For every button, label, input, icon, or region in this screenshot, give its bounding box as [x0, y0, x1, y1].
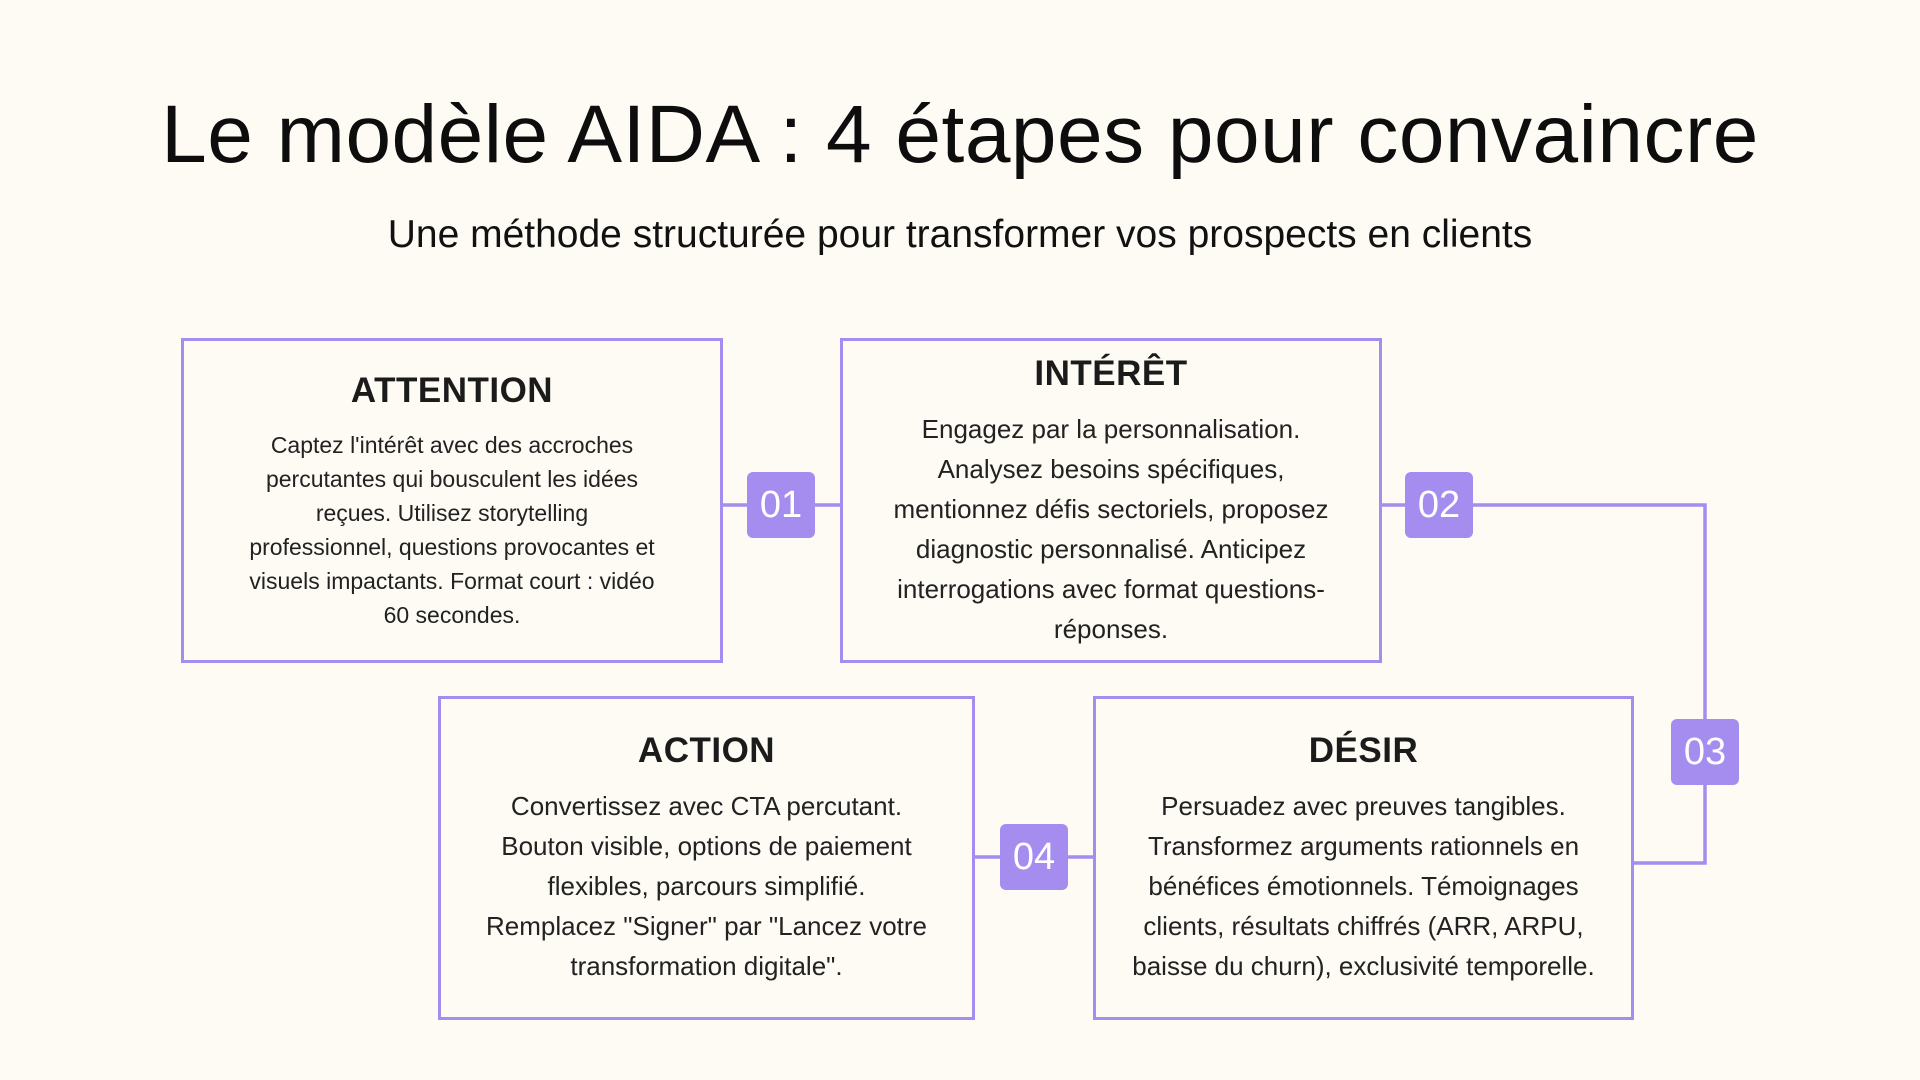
step-title-interet: INTÉRÊT: [1034, 353, 1188, 393]
step-badge-04: 04: [1000, 824, 1068, 890]
step-badge-02: 02: [1405, 472, 1473, 538]
step-card-action: [438, 696, 975, 1020]
page-title: Le modèle AIDA : 4 étapes pour convaincre: [161, 89, 1759, 180]
step-description-interet: Engagez par la personnalisation. Analysez besoins spécifiques, mentionnez défis sectoriels, proposez diagnostic personnalisé. Anticipez interrogations avec format questions-réponses.: [893, 413, 1329, 644]
step-title-desir: DÉSIR: [1308, 731, 1419, 770]
step-title-action: ACTION: [637, 731, 776, 770]
step-badge-03: 03: [1671, 719, 1739, 785]
step-card-attention: [181, 338, 723, 663]
step-description-attention: Captez l'intérêt avec des accroches percutantes qui bousculent les idées reçues. Utilisez storytelling professionnel, questions provocantes et visuels impactants. Format court : vidéo 60 secondes.: [249, 431, 655, 628]
step-badge-01: 01: [747, 472, 815, 538]
step-description-action: Convertissez avec CTA percutant. Bouton visible, options de paiement flexibles, parcours simplifié. Remplacez "Signer" par "Lancez votre transformation digitale".: [485, 791, 927, 981]
step-card-interet: [840, 338, 1382, 663]
step-card-desir: [1093, 696, 1634, 1020]
page-subtitle: Une méthode structurée pour transformer vos prospects en clients: [387, 213, 1533, 256]
step-title-attention: ATTENTION: [350, 370, 554, 410]
step-description-desir: Persuadez avec preuves tangibles. Transformez arguments rationnels en bénéfices émotionnels. Témoignages clients, résultats chiffrés (ARR, ARPU, baisse du churn), exclusivité temporelle.: [1132, 791, 1595, 981]
